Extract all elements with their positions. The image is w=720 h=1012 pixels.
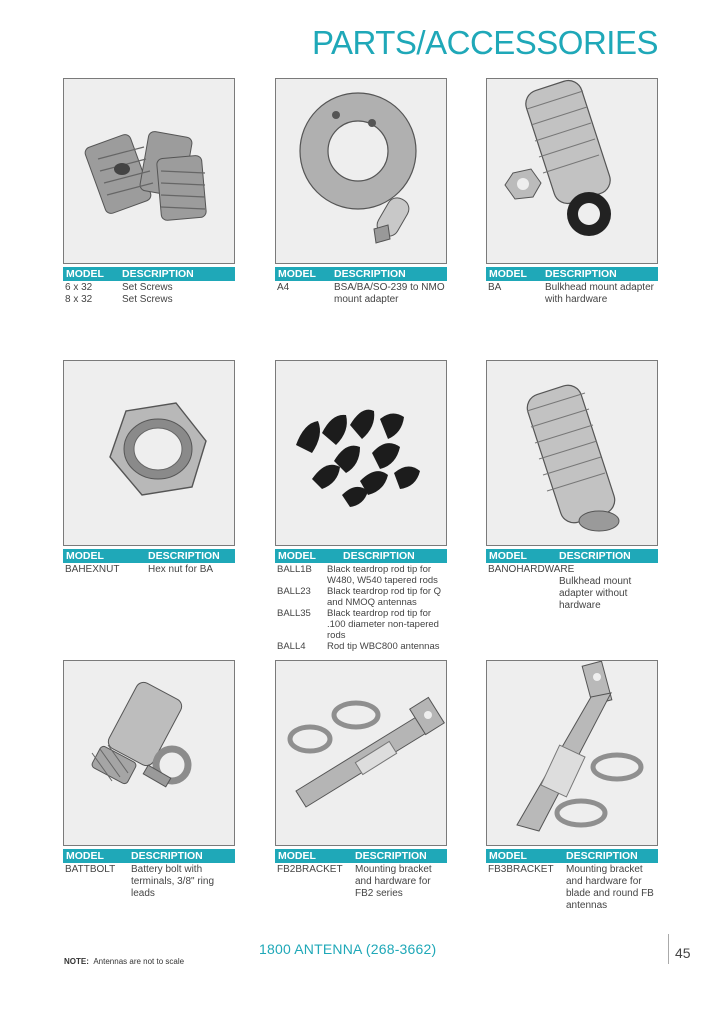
table-row: BALL4 Rod tip WBC800 antennas [277, 641, 440, 652]
table-row: BALL23 Black teardrop rod tip for Q and NMOQ antennas [277, 586, 442, 608]
page-title: PARTS/ACCESSORIES [311, 24, 658, 61]
table-row: BA Bulkhead mount adapter with hardware [488, 282, 654, 305]
page-number: 45 [675, 945, 691, 961]
table-row: 6 x 32 Set Screws [65, 282, 173, 293]
footnote: NOTE: Antennas are not to scale [64, 957, 185, 966]
battery-bolt-icon [63, 660, 235, 846]
table-row: BATTBOLT Battery bolt with terminals, 3/8" ring leads [65, 864, 215, 899]
divider [668, 934, 669, 964]
table-row: BALL35 Black teardrop rod tip for .100 diameter non-tapered rods [277, 608, 439, 641]
fb3-bracket-icon [486, 660, 658, 846]
table-row: BAHEXNUT Hex nut for BA [65, 564, 214, 575]
rod-tips-icon [275, 360, 447, 546]
table-row: FB3BRACKET Mounting bracket and hardware for blade and round FB antennas [488, 864, 654, 911]
bulkhead-adapter-icon [486, 78, 658, 264]
phone-number: 1800 ANTENNA (268-3662) [259, 941, 437, 957]
hex-nut-icon [63, 360, 235, 546]
table-row: 8 x 32 Set Screws [65, 294, 173, 305]
table-row: BANOHARDWARE Bulkhead mount adapter without hardware [488, 564, 632, 611]
fb2-bracket-icon [275, 660, 447, 846]
table-row: FB2BRACKET Mounting bracket and hardware for FB2 series [277, 864, 432, 899]
adapter-ring-icon [275, 78, 447, 264]
table-row: BALL1B Black teardrop rod tip for W480, W540 tapered rods [277, 564, 438, 586]
table-row: A4 BSA/BA/SO-239 to NMO mount adapter [277, 282, 445, 305]
bulkhead-adapter-icon [486, 360, 658, 546]
set-screws-icon [63, 78, 235, 264]
